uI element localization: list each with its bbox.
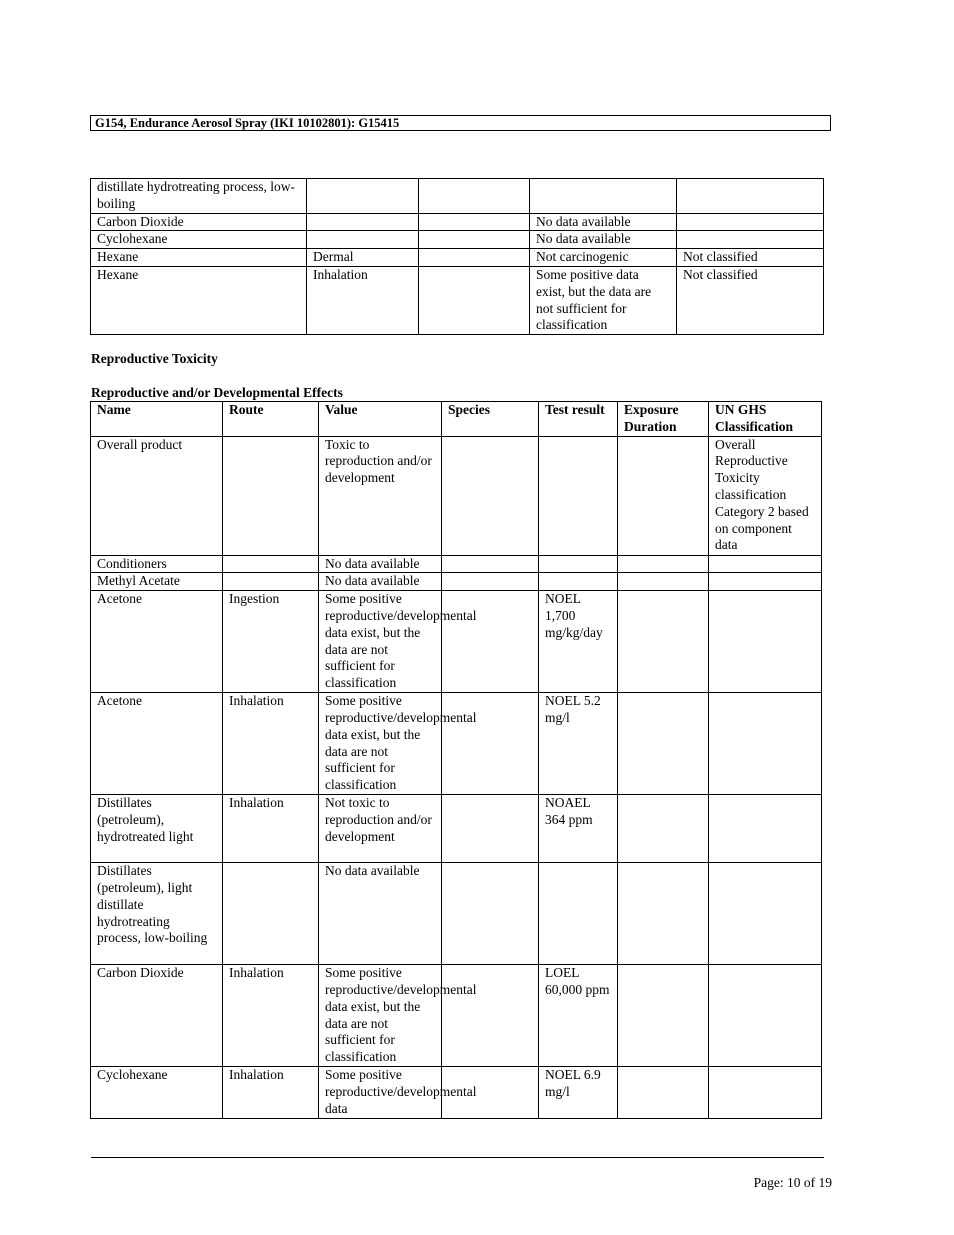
table-cell: No data available <box>530 213 677 231</box>
subsection-title: Reproductive and/or Developmental Effects <box>91 385 343 400</box>
table-cell: Cyclohexane <box>91 231 307 249</box>
table-cell <box>709 965 822 1067</box>
column-header: Species <box>442 402 539 437</box>
table-cell: Some positive data exist, but the data are not sufficient for classification <box>530 266 677 334</box>
table-cell <box>618 555 709 573</box>
table-cell <box>419 179 530 214</box>
table-cell: Inhalation <box>223 693 319 795</box>
table-row <box>91 863 822 965</box>
section-title: Reproductive Toxicity <box>91 351 218 366</box>
table-cell <box>419 213 530 231</box>
table-cell <box>307 213 419 231</box>
table-cell <box>677 179 824 214</box>
table-cell: Carbon Dioxide <box>91 213 307 231</box>
column-header: Route <box>223 402 319 437</box>
table-cell: Inhalation <box>223 965 319 1067</box>
table-cell <box>709 591 822 693</box>
table-cell: NOAEL 364 ppm <box>539 795 618 863</box>
table-cell <box>618 863 709 965</box>
table-cell <box>709 555 822 573</box>
table-cell <box>539 573 618 591</box>
column-header: Name <box>91 402 223 437</box>
table-cell <box>419 249 530 267</box>
table-row <box>91 231 824 249</box>
table-cell: No data available <box>319 573 442 591</box>
table-cell: Acetone <box>91 591 223 693</box>
table-cell <box>223 436 319 555</box>
table-cell <box>618 573 709 591</box>
table-row <box>91 179 824 214</box>
table-cell <box>442 436 539 555</box>
table-cell: Inhalation <box>223 1067 319 1118</box>
table-cell <box>618 436 709 555</box>
table-cell: No data available <box>319 863 442 965</box>
table-cell: Dermal <box>307 249 419 267</box>
document-header: G154, Endurance Aerosol Spray (IKI 10102801): G15415 <box>90 115 831 131</box>
table-cell: Acetone <box>91 693 223 795</box>
table-cell <box>709 795 822 863</box>
table-cell <box>442 965 539 1067</box>
table-cell <box>307 231 419 249</box>
table-cell: Overall Reproductive Toxicity classification Category 2 based on component data <box>709 436 822 555</box>
table-cell: Overall product <box>91 436 223 555</box>
table-cell <box>618 795 709 863</box>
table-cell: No data available <box>530 231 677 249</box>
table-row <box>91 213 824 231</box>
table-cell <box>223 573 319 591</box>
table-row <box>91 436 822 555</box>
table-cell <box>677 213 824 231</box>
table-row <box>91 573 822 591</box>
table-cell: NOEL 1,700 mg/kg/day <box>539 591 618 693</box>
table-cell <box>530 179 677 214</box>
reproductive-effects-table <box>90 401 822 1119</box>
table-cell: NOEL 6.9 mg/l <box>539 1067 618 1118</box>
page-number: Page: 10 of 19 <box>753 1175 832 1190</box>
table-cell: Conditioners <box>91 555 223 573</box>
table-cell: Ingestion <box>223 591 319 693</box>
column-header: UN GHS Classification <box>709 402 822 437</box>
table-cell: Inhalation <box>223 795 319 863</box>
table-row <box>91 266 824 334</box>
table-cell: Not carcinogenic <box>530 249 677 267</box>
table-cell <box>442 573 539 591</box>
table-cell <box>618 965 709 1067</box>
table-cell <box>419 266 530 334</box>
table-cell <box>419 231 530 249</box>
table-cell <box>442 555 539 573</box>
table-cell: Hexane <box>91 249 307 267</box>
table-cell: Hexane <box>91 266 307 334</box>
table-cell: distillate hydrotreating process, low-boiling <box>91 179 307 214</box>
table-cell <box>618 591 709 693</box>
table-row <box>91 591 822 693</box>
table-cell: Cyclohexane <box>91 1067 223 1118</box>
table-cell <box>677 231 824 249</box>
table-cell <box>442 863 539 965</box>
column-header: Value <box>319 402 442 437</box>
table-cell <box>618 693 709 795</box>
table-cell <box>442 693 539 795</box>
table-cell: Some positive reproductive/developmental data exist, but the data are not sufficient for classification <box>319 693 442 795</box>
table-row <box>91 555 822 573</box>
table-cell <box>709 693 822 795</box>
column-header: Test result <box>539 402 618 437</box>
table-cell: Distillates (petroleum), hydrotreated light <box>91 795 223 863</box>
table-row <box>91 795 822 863</box>
table-cell <box>709 573 822 591</box>
table-cell <box>539 863 618 965</box>
table-cell <box>442 795 539 863</box>
carcinogenicity-table-continued <box>90 178 824 335</box>
table-cell: Not classified <box>677 266 824 334</box>
table-row <box>91 249 824 267</box>
table-cell: Distillates (petroleum), light distillate hydrotreating process, low-boiling <box>91 863 223 965</box>
table-cell <box>223 863 319 965</box>
column-header: Exposure Duration <box>618 402 709 437</box>
table-cell <box>539 555 618 573</box>
table-cell <box>539 436 618 555</box>
table-cell <box>709 863 822 965</box>
table-cell: NOEL 5.2 mg/l <box>539 693 618 795</box>
table-cell: Carbon Dioxide <box>91 965 223 1067</box>
table-cell: Toxic to reproduction and/or development <box>319 436 442 555</box>
table-cell: LOEL 60,000 ppm <box>539 965 618 1067</box>
table-cell: No data available <box>319 555 442 573</box>
table-cell <box>442 591 539 693</box>
table-cell: Inhalation <box>307 266 419 334</box>
table-cell: Not classified <box>677 249 824 267</box>
table-row <box>91 693 822 795</box>
table-cell <box>618 1067 709 1118</box>
table-cell: Some positive reproductive/developmental data <box>319 1067 442 1118</box>
table-cell <box>307 179 419 214</box>
footer-rule <box>91 1157 824 1158</box>
table-cell: Methyl Acetate <box>91 573 223 591</box>
table-cell <box>709 1067 822 1118</box>
table-cell: Some positive reproductive/developmental data exist, but the data are not sufficient for classification <box>319 965 442 1067</box>
table-cell: Not toxic to reproduction and/or development <box>319 795 442 863</box>
table-row <box>91 1067 822 1118</box>
table-row <box>91 965 822 1067</box>
table-cell: Some positive reproductive/developmental data exist, but the data are not sufficient for classification <box>319 591 442 693</box>
table-cell <box>223 555 319 573</box>
